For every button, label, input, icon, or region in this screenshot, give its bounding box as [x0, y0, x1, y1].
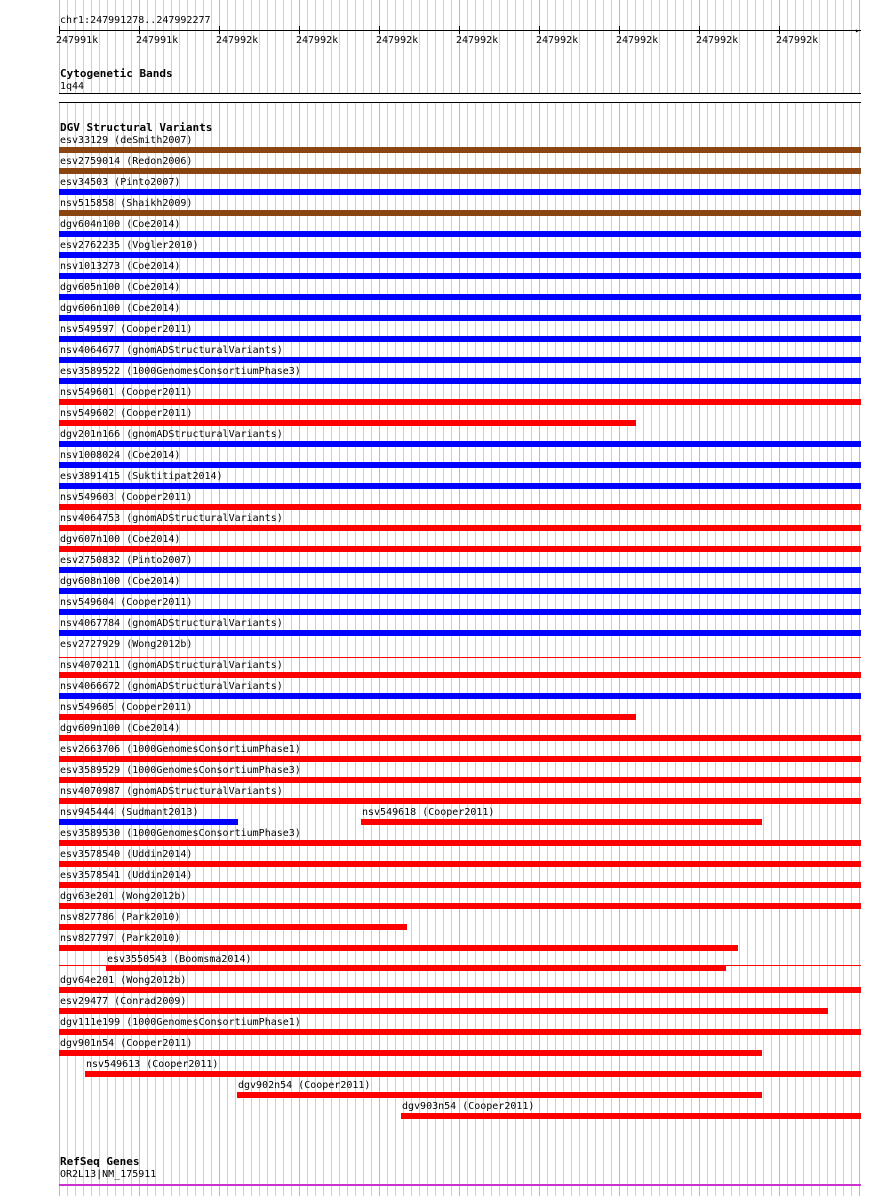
variant-bar[interactable] — [59, 504, 861, 510]
variant-bar[interactable] — [59, 567, 861, 573]
ruler-tick-label: 247991k — [136, 35, 179, 46]
variant-bar[interactable] — [59, 378, 861, 384]
variant-bar[interactable] — [59, 168, 861, 174]
variant-label[interactable]: nsv549597 (Cooper2011) — [60, 324, 193, 335]
ruler-tick — [779, 26, 780, 34]
variant-bar[interactable] — [401, 1113, 861, 1119]
variant-label[interactable]: nsv549602 (Cooper2011) — [60, 408, 193, 419]
ruler-tick-label: 247991k — [56, 35, 99, 46]
variant-bar[interactable] — [59, 735, 861, 741]
variant-label[interactable]: esv2759014 (Redon2006) — [60, 156, 193, 167]
variant-bar[interactable] — [59, 147, 861, 153]
variant-label[interactable]: nsv549605 (Cooper2011) — [60, 702, 193, 713]
variant-label[interactable]: esv3589530 (1000GenomesConsortiumPhase3) — [60, 828, 301, 839]
variant-bar[interactable] — [59, 861, 861, 867]
cytoband-label: 1q44 — [60, 81, 85, 92]
variant-label[interactable]: nsv4067784 (gnomADStructuralVariants) — [60, 618, 283, 629]
refseq-track-title: RefSeq Genes — [60, 1155, 140, 1168]
variant-bar[interactable] — [59, 399, 861, 405]
variant-label[interactable]: esv3589522 (1000GenomesConsortiumPhase3) — [60, 366, 301, 377]
ruler-tick — [379, 26, 380, 34]
variant-bar[interactable] — [59, 819, 238, 825]
variant-bar[interactable] — [59, 1029, 861, 1035]
variant-bar[interactable] — [59, 630, 861, 636]
cytobands-title: Cytogenetic Bands — [60, 67, 173, 80]
variant-label[interactable]: esv3589529 (1000GenomesConsortiumPhase3) — [60, 765, 301, 776]
variant-label[interactable]: esv2727929 (Wong2012b) — [60, 639, 193, 650]
variant-label[interactable]: nsv549618 (Cooper2011) — [362, 807, 495, 818]
variant-bar[interactable] — [59, 420, 636, 426]
variant-label[interactable]: dgv604n100 (Coe2014) — [60, 219, 181, 230]
variant-label[interactable]: esv3550543 (Boomsma2014) — [107, 954, 252, 965]
ruler-tick — [59, 26, 60, 34]
variant-bar[interactable] — [59, 336, 861, 342]
ruler-tick-label: 247992k — [456, 35, 499, 46]
variant-label[interactable]: dgv901n54 (Cooper2011) — [60, 1038, 193, 1049]
variant-label[interactable]: esv2762235 (Vogler2010) — [60, 240, 199, 251]
variant-label[interactable]: nsv1008024 (Coe2014) — [60, 450, 181, 461]
variant-label[interactable]: nsv549604 (Cooper2011) — [60, 597, 193, 608]
variant-label[interactable]: nsv549613 (Cooper2011) — [86, 1059, 219, 1070]
variant-bar[interactable] — [59, 462, 861, 468]
ruler-line — [59, 30, 861, 31]
variant-label[interactable]: dgv605n100 (Coe2014) — [60, 282, 181, 293]
ruler-tick-label: 247992k — [536, 35, 579, 46]
variant-bar[interactable] — [59, 987, 861, 993]
ruler-arrow-right: ▸ — [855, 26, 860, 35]
variant-bar[interactable] — [59, 294, 861, 300]
variant-label[interactable]: nsv1013273 (Coe2014) — [60, 261, 181, 272]
coordinate-label: chr1:247991278..247992277 — [60, 15, 211, 26]
variant-label[interactable]: dgv201n166 (gnomADStructuralVariants) — [60, 429, 283, 440]
variant-label[interactable]: dgv606n100 (Coe2014) — [60, 303, 181, 314]
variant-bar[interactable] — [59, 756, 861, 762]
ruler-tick-label: 247992k — [376, 35, 419, 46]
variant-label[interactable]: nsv4064677 (gnomADStructuralVariants) — [60, 345, 283, 356]
variant-bar[interactable] — [59, 483, 861, 489]
variant-bar[interactable] — [59, 546, 861, 552]
variant-bar[interactable] — [59, 357, 861, 363]
variant-bar[interactable] — [59, 798, 861, 804]
variant-label[interactable]: nsv4070211 (gnomADStructuralVariants) — [60, 660, 283, 671]
variant-label[interactable]: esv3891415 (Suktitipat2014) — [60, 471, 223, 482]
ruler-tick — [219, 26, 220, 34]
variant-label[interactable]: nsv4070987 (gnomADStructuralVariants) — [60, 786, 283, 797]
variant-bar[interactable] — [59, 882, 861, 888]
variant-label[interactable]: nsv945444 (Sudmant2013) — [60, 807, 199, 818]
variant-label[interactable]: dgv111e199 (1000GenomesConsortiumPhase1) — [60, 1017, 301, 1028]
ruler-tick — [699, 26, 700, 34]
variant-bar[interactable] — [59, 672, 861, 678]
variant-bar[interactable] — [59, 588, 861, 594]
ruler-tick — [299, 26, 300, 34]
variant-label[interactable]: dgv607n100 (Coe2014) — [60, 534, 181, 545]
refseq-gene-line — [59, 1184, 861, 1186]
variant-label[interactable]: dgv609n100 (Coe2014) — [60, 723, 181, 734]
variant-bar-thin[interactable] — [59, 657, 861, 658]
variant-bar[interactable] — [59, 441, 861, 447]
cytoband-bar — [59, 93, 861, 103]
variant-label[interactable]: nsv4066672 (gnomADStructuralVariants) — [60, 681, 283, 692]
variant-bar[interactable] — [59, 252, 861, 258]
variant-bar[interactable] — [59, 315, 861, 321]
variant-bar[interactable] — [59, 903, 861, 909]
variant-bar[interactable] — [59, 189, 861, 195]
variant-label[interactable]: nsv515858 (Shaikh2009) — [60, 198, 193, 209]
variant-bar[interactable] — [59, 840, 861, 846]
variant-label[interactable]: esv29477 (Conrad2009) — [60, 996, 187, 1007]
variant-bar[interactable] — [85, 1071, 861, 1077]
variant-label[interactable]: esv2750832 (Pinto2007) — [60, 555, 193, 566]
variant-bar[interactable] — [59, 693, 861, 699]
ruler-tick-label: 247992k — [616, 35, 659, 46]
ruler-tick — [459, 26, 460, 34]
variant-label[interactable]: esv33129 (deSmith2007) — [60, 135, 193, 146]
variant-label[interactable]: nsv827797 (Park2010) — [60, 933, 181, 944]
variant-label[interactable]: esv3578541 (Uddin2014) — [60, 870, 193, 881]
variant-label[interactable]: esv2663706 (1000GenomesConsortiumPhase1) — [60, 744, 301, 755]
ruler-tick — [619, 26, 620, 34]
variant-bar[interactable] — [59, 273, 861, 279]
variant-label[interactable]: nsv827786 (Park2010) — [60, 912, 181, 923]
variant-label[interactable]: dgv63e201 (Wong2012b) — [60, 891, 187, 902]
variant-bar[interactable] — [59, 777, 861, 783]
variant-label[interactable]: dgv902n54 (Cooper2011) — [238, 1080, 371, 1091]
variant-bar[interactable] — [59, 210, 861, 216]
variant-label[interactable]: nsv4064753 (gnomADStructuralVariants) — [60, 513, 283, 524]
ruler-tick-label: 247992k — [216, 35, 259, 46]
variant-bar[interactable] — [59, 231, 861, 237]
variant-bar[interactable] — [59, 1008, 828, 1014]
variant-bar[interactable] — [59, 525, 861, 531]
variant-label[interactable]: dgv903n54 (Cooper2011) — [402, 1101, 535, 1112]
variant-bar[interactable] — [59, 714, 636, 720]
refseq-gene-label: OR2L13|NM_175911 — [60, 1169, 157, 1180]
variant-label[interactable]: esv3578540 (Uddin2014) — [60, 849, 193, 860]
variant-label[interactable]: dgv608n100 (Coe2014) — [60, 576, 181, 587]
variant-bar[interactable] — [59, 1050, 762, 1056]
ruler-tick — [539, 26, 540, 34]
variant-bar[interactable] — [237, 1092, 762, 1098]
variant-label[interactable]: nsv549603 (Cooper2011) — [60, 492, 193, 503]
variant-bar[interactable] — [59, 945, 738, 951]
variant-bar[interactable] — [361, 819, 762, 825]
ruler-tick-label: 247992k — [776, 35, 819, 46]
ruler-tick — [139, 26, 140, 34]
variant-bar[interactable] — [59, 924, 407, 930]
variant-label[interactable]: esv34503 (Pinto2007) — [60, 177, 181, 188]
dgv-track-title: DGV Structural Variants — [60, 121, 213, 134]
variant-label[interactable]: nsv549601 (Cooper2011) — [60, 387, 193, 398]
ruler-tick-label: 247992k — [696, 35, 739, 46]
variant-label[interactable]: dgv64e201 (Wong2012b) — [60, 975, 187, 986]
ruler-tick-label: 247992k — [296, 35, 339, 46]
variant-bar[interactable] — [106, 966, 726, 971]
variant-bar[interactable] — [59, 609, 861, 615]
